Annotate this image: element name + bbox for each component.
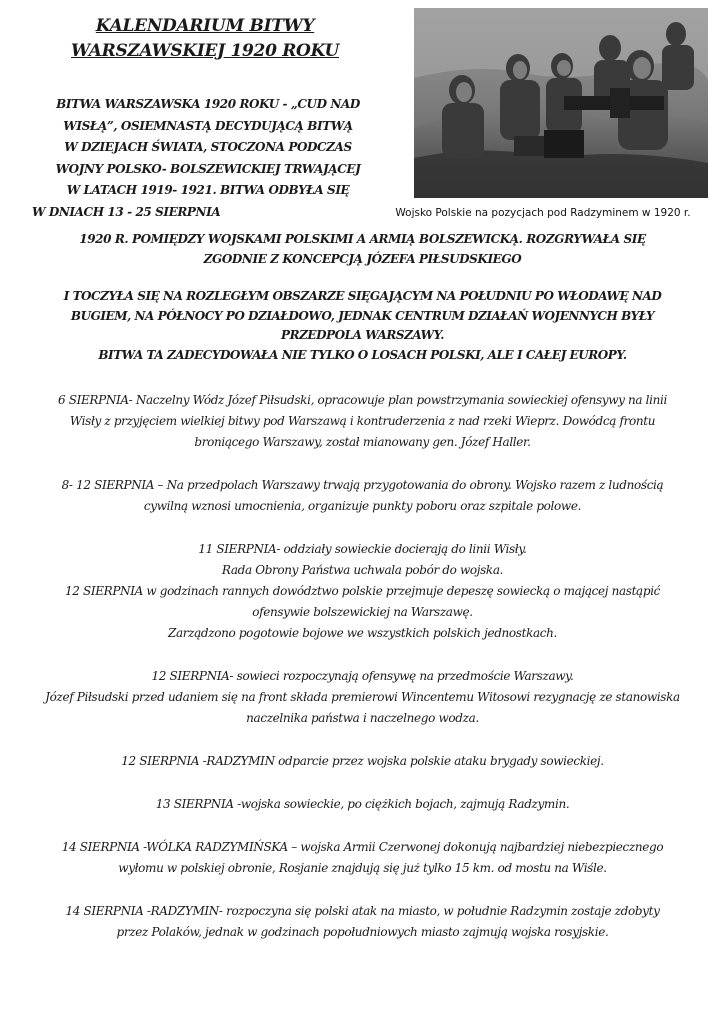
- area-line: BUGIEM, NA PÓŁNOCY PO DZIAŁDOWO, JEDNAK CENTRUM DZIAŁAŃ WOJENNYCH BYŁY: [70, 308, 655, 323]
- calendar-entry: [16, 539, 709, 644]
- calendar-entry: [16, 390, 709, 453]
- area-line: PRZEDPOLA WARSZAWY.: [281, 328, 444, 342]
- entry-line: 8- 12 SIERPNIA – Na przedpolach Warszawy trwają przygotowania do obrony. Wojsko razem z ludnością: [61, 478, 664, 492]
- entry-line: 12 SIERPNIA w godzinach rannych dowództwo polskie przejmuje depeszę sowiecką o mającej nastąpić: [64, 584, 661, 598]
- intro-line: W LATACH 1919- 1921. BITWA ODBYŁA SIĘ: [66, 183, 350, 197]
- entry-line: wyłomu w polskiej obronie, Rosjanie znajdują się już tylko 15 km. od mostu na Wiśle.: [118, 861, 607, 875]
- area-line: BITWA TA ZADECYDOWAŁA NIE TYLKO O LOSACH POLSKI, ALE I CAŁEJ EUROPY.: [98, 347, 627, 362]
- entry-line: 6 SIERPNIA- Naczelny Wódz Józef Piłsudski, opracowuje plan powstrzymania sowieckiej ofensywy na linii: [57, 393, 667, 407]
- calendar-entry: [16, 475, 709, 517]
- entry-line: broniącego Warszawy, został mianowany gen. Józef Haller.: [194, 435, 531, 449]
- battle-area-paragraph: [14, 287, 711, 365]
- soldiers-photo-illustration: [414, 8, 708, 198]
- entry-line: przez Polaków, jednak w godzinach popołudniowych miasto zajmują wojska rosyjskie.: [116, 925, 609, 939]
- calendar-entries: [16, 390, 709, 943]
- entry-line: Rada Obrony Państwa uchwala pobór do wojska.: [221, 563, 504, 577]
- photo-caption: Wojsko Polskie na pozycjach pod Radzyminem w 1920 r.: [395, 207, 691, 219]
- entry-line: 14 SIERPNIA -RADZYMIN- rozpoczyna się polski atak na miasto, w południe Radzymin zostaje zdobyty: [65, 904, 660, 918]
- area-line: I TOCZYŁA SIĘ NA ROZLEGŁYM OBSZARZE SIĘGAJĄCYM NA POŁUDNIU PO WŁODAWĘ NAD: [63, 289, 662, 303]
- intro-line: W DZIEJACH ŚWIATA, STOCZONA PODCZAS: [64, 140, 352, 154]
- entry-line: 11 SIERPNIA- oddziały sowieckie docierają do linii Wisły.: [198, 542, 527, 556]
- intro-line: W DNIACH 13 - 25 SIERPNIA: [32, 204, 221, 219]
- entry-line: Józef Piłsudski przed udaniem się na front składa premierowi Wincentemu Witosowi rezygnację ze stanowiska: [45, 690, 680, 704]
- intro-paragraph: [28, 94, 388, 223]
- calendar-entry: [16, 837, 709, 879]
- calendar-entry: [16, 666, 709, 729]
- entry-line: 12 SIERPNIA -RADZYMIN odparcie przez wojska polskie ataku brygady sowieckiej.: [121, 754, 604, 768]
- title-line-2: WARSZAWSKIEJ 1920 ROKU: [71, 41, 339, 61]
- calendar-entry: [16, 794, 709, 815]
- title-line-1: KALENDARIUM BITWY: [95, 16, 315, 36]
- entry-line: Zarządzono pogotowie bojowe we wszystkich polskich jednostkach.: [167, 626, 558, 640]
- historical-photo: [414, 8, 708, 198]
- entry-line: 14 SIERPNIA -WÓLKA RADZYMIŃSKA – wojska Armii Czerwonej dokonują najbardziej niebezpiecznego: [61, 840, 664, 854]
- entry-line: naczelnika państwa i naczelnego wodza.: [246, 711, 479, 725]
- intro-line: WISŁĄ”, OSIEMNASTĄ DECYDUJĄCĄ BITWĄ: [63, 118, 353, 133]
- document-title: [40, 14, 370, 64]
- entry-line: Wisły z przyjęciem wielkiej bitwy pod Warszawą i kontruderzenia z nad rzeki Wieprz. Dowódcą frontu: [69, 414, 656, 428]
- entry-line: 13 SIERPNIA -wojska sowieckie, po ciężkich bojach, zajmują Radzymin.: [155, 797, 570, 811]
- entry-line: ofensywie bolszewickiej na Warszawę.: [252, 605, 473, 619]
- calendar-entry: [16, 901, 709, 943]
- intro-line: WOJNY POLSKO- BOLSZEWICKIEJ TRWAJĄCEJ: [55, 161, 361, 176]
- entry-line: 12 SIERPNIA- sowieci rozpoczynają ofensywę na przedmoście Warszawy.: [151, 669, 574, 683]
- calendar-entry: [16, 751, 709, 772]
- intro-line: BITWA WARSZAWSKA 1920 ROKU - „CUD NAD: [56, 97, 360, 111]
- intro-continuation-line: ZGODNIE Z KONCEPCJĄ JÓZEFA PIŁSUDSKIEGO: [203, 252, 522, 266]
- intro-continuation: [20, 229, 705, 269]
- entry-line: cywilną wznosi umocnienia, organizuje punkty poboru oraz szpitale polowe.: [143, 499, 582, 513]
- intro-continuation-line: 1920 R. POMIĘDZY WOJSKAMI POLSKIMI A ARMIĄ BOLSZEWICKĄ. ROZGRYWAŁA SIĘ: [79, 232, 646, 246]
